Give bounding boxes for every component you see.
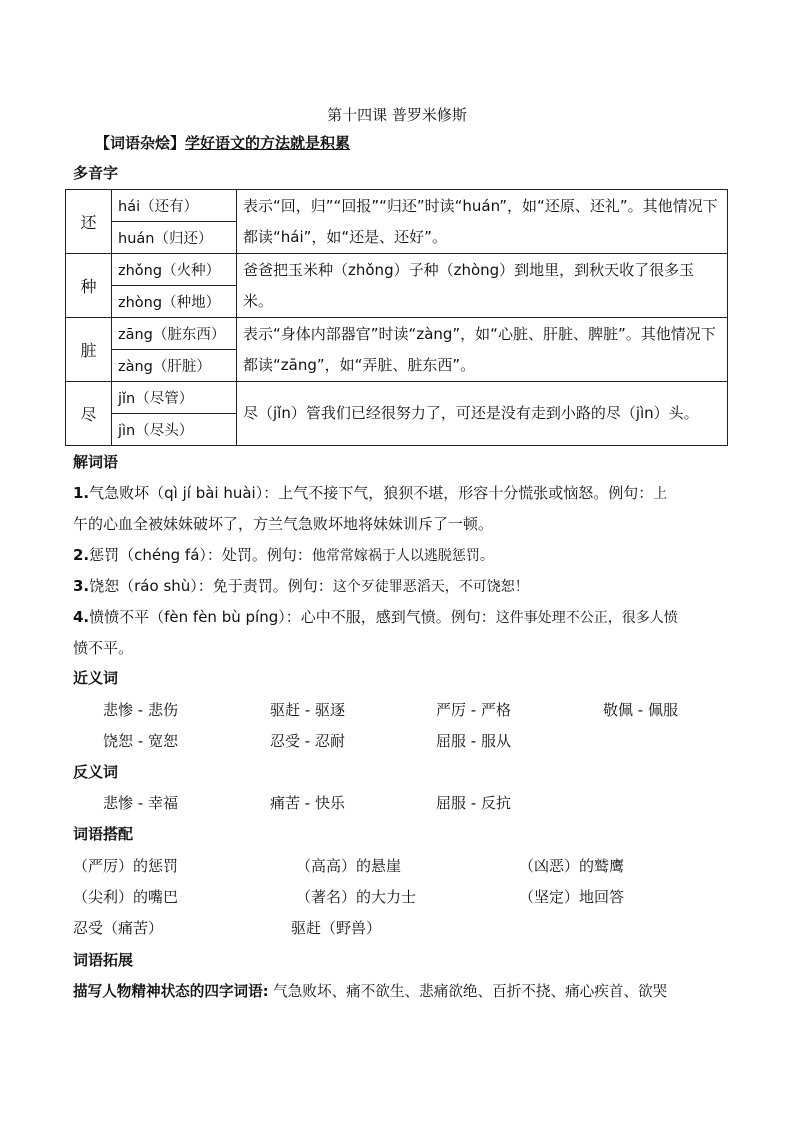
item-number: 4. (73, 608, 90, 626)
table-row (66, 254, 728, 286)
synonym-pair: 严厉 - 严格 (436, 701, 511, 719)
reading-cell: zhòng（种地） (112, 286, 237, 318)
reading-cell: jǐn（尽管） (112, 382, 237, 414)
explain-item (73, 571, 733, 603)
collocation-item: （严厉）的惩罚 (73, 857, 179, 875)
synonym-pair: 饶恕 - 宽恕 (103, 732, 178, 750)
item-number: 3. (73, 577, 90, 595)
explain-heading: 解词语 (73, 453, 119, 471)
header-bracket: 【词语杂烩】 (95, 134, 186, 152)
extension-text: 气急败坏、痛不欲生、悲痛欲绝、百折不挠、痛心疾首、欲哭 (268, 983, 668, 1000)
collocation-item: （凶恶）的鹫鹰 (519, 857, 625, 875)
collocation-item: （高高）的悬崖 (296, 857, 402, 875)
item-number: 1. (73, 484, 90, 502)
collocation-item: （著名）的大力士 (296, 888, 417, 906)
section-header (95, 133, 350, 153)
item-example: 他常常嫁祸于人以逃脱惩罚。 (311, 548, 494, 564)
header-slogan: 学好语文的方法就是积累 (185, 134, 351, 152)
collocation-item: （坚定）地回答 (519, 888, 625, 906)
polyphone-char: 尽 (66, 382, 112, 446)
extension-label: 描写人物精神状态的四字词语: (73, 983, 269, 1000)
explain-item (73, 540, 733, 572)
synonym-pair: 驱赶 - 驱逐 (270, 701, 345, 719)
table-row (66, 318, 728, 350)
extension-line (73, 982, 667, 1002)
item-example: 这个歹徒罪恶滔天，不可饶恕！ (332, 579, 529, 595)
reading-cell: zhǒng（火种） (112, 254, 237, 286)
reading-cell: huán（归还） (112, 222, 237, 254)
collocation-item: 驱赶（野兽） (291, 919, 382, 937)
item-example: 这件事处理不公正，很多人愤 (495, 610, 678, 626)
polyphone-char: 种 (66, 254, 112, 318)
polyphone-heading: 多音字 (73, 164, 119, 182)
reading-cell: jìn（尽头） (112, 414, 237, 446)
item-term: 惩罚（chéng fá）：处罚。例句： (89, 546, 312, 564)
reading-cell: hái（还有） (112, 190, 237, 222)
collocation-item: （尖利）的嘴巴 (73, 888, 179, 906)
explain-item-continued: 愤不平。 (73, 639, 134, 657)
collocation-item: 忍受（痛苦） (73, 919, 164, 937)
polyphone-char: 还 (66, 190, 112, 254)
synonym-pair: 屈服 - 服从 (436, 732, 511, 750)
explain-item-continued: 午的心血全被妹妹破坏了，方兰气急败坏地将妹妹训斥了一顿。 (73, 515, 494, 533)
table-row (66, 382, 728, 414)
table-row (66, 190, 728, 222)
explain-item (73, 478, 733, 510)
reading-cell: zāng（脏东西） (112, 318, 237, 350)
description-cell: 表示“身体内部器官”时读“zàng”，如“心脏、肝脏、脾脏”。其他情况下都读“zāng”，如“弄脏、脏东西”。 (237, 318, 728, 382)
item-term: 饶恕（ráo shù）：免于责罚。例句： (89, 577, 333, 595)
antonym-pair: 屈服 - 反抗 (436, 794, 511, 812)
antonyms-heading: 反义词 (73, 763, 119, 781)
synonym-pair: 敬佩 - 佩服 (603, 701, 678, 719)
antonym-pair: 悲惨 - 幸福 (103, 794, 178, 812)
item-term: 气急败坏（qì jí bài huài）：上气不接下气，狼狈不堪，形容十分慌张或恼怒。例句： (89, 484, 654, 502)
page-title: 第十四课 普罗米修斯 (327, 106, 467, 124)
collocations-heading: 词语搭配 (73, 825, 134, 843)
synonym-pair: 忍受 - 忍耐 (270, 732, 345, 750)
polyphone-char: 脏 (66, 318, 112, 382)
synonyms-heading: 近义词 (73, 669, 119, 687)
extension-heading: 词语拓展 (73, 951, 134, 969)
polyphone-table (65, 189, 728, 446)
description-cell: 表示“回，归”“回报”“归还”时读“huán”，如“还原、还礼”。其他情况下都读“hái”，如“还是、还好”。 (237, 190, 728, 254)
item-example: 上 (653, 486, 668, 502)
description-cell: 尽（jǐn）管我们已经很努力了，可还是没有走到小路的尽（jìn）头。 (237, 382, 728, 446)
explain-item (73, 602, 733, 634)
antonym-pair: 痛苦 - 快乐 (270, 794, 345, 812)
item-term: 愤愤不平（fèn fèn bù píng）：心中不服，感到气愤。例句： (89, 608, 496, 626)
reading-cell: zàng（肝脏） (112, 350, 237, 382)
description-cell: 爸爸把玉米种（zhǒng）子种（zhòng）到地里，到秋天收了很多玉米。 (237, 254, 728, 318)
item-number: 2. (73, 546, 90, 564)
synonym-pair: 悲惨 - 悲伤 (103, 701, 178, 719)
